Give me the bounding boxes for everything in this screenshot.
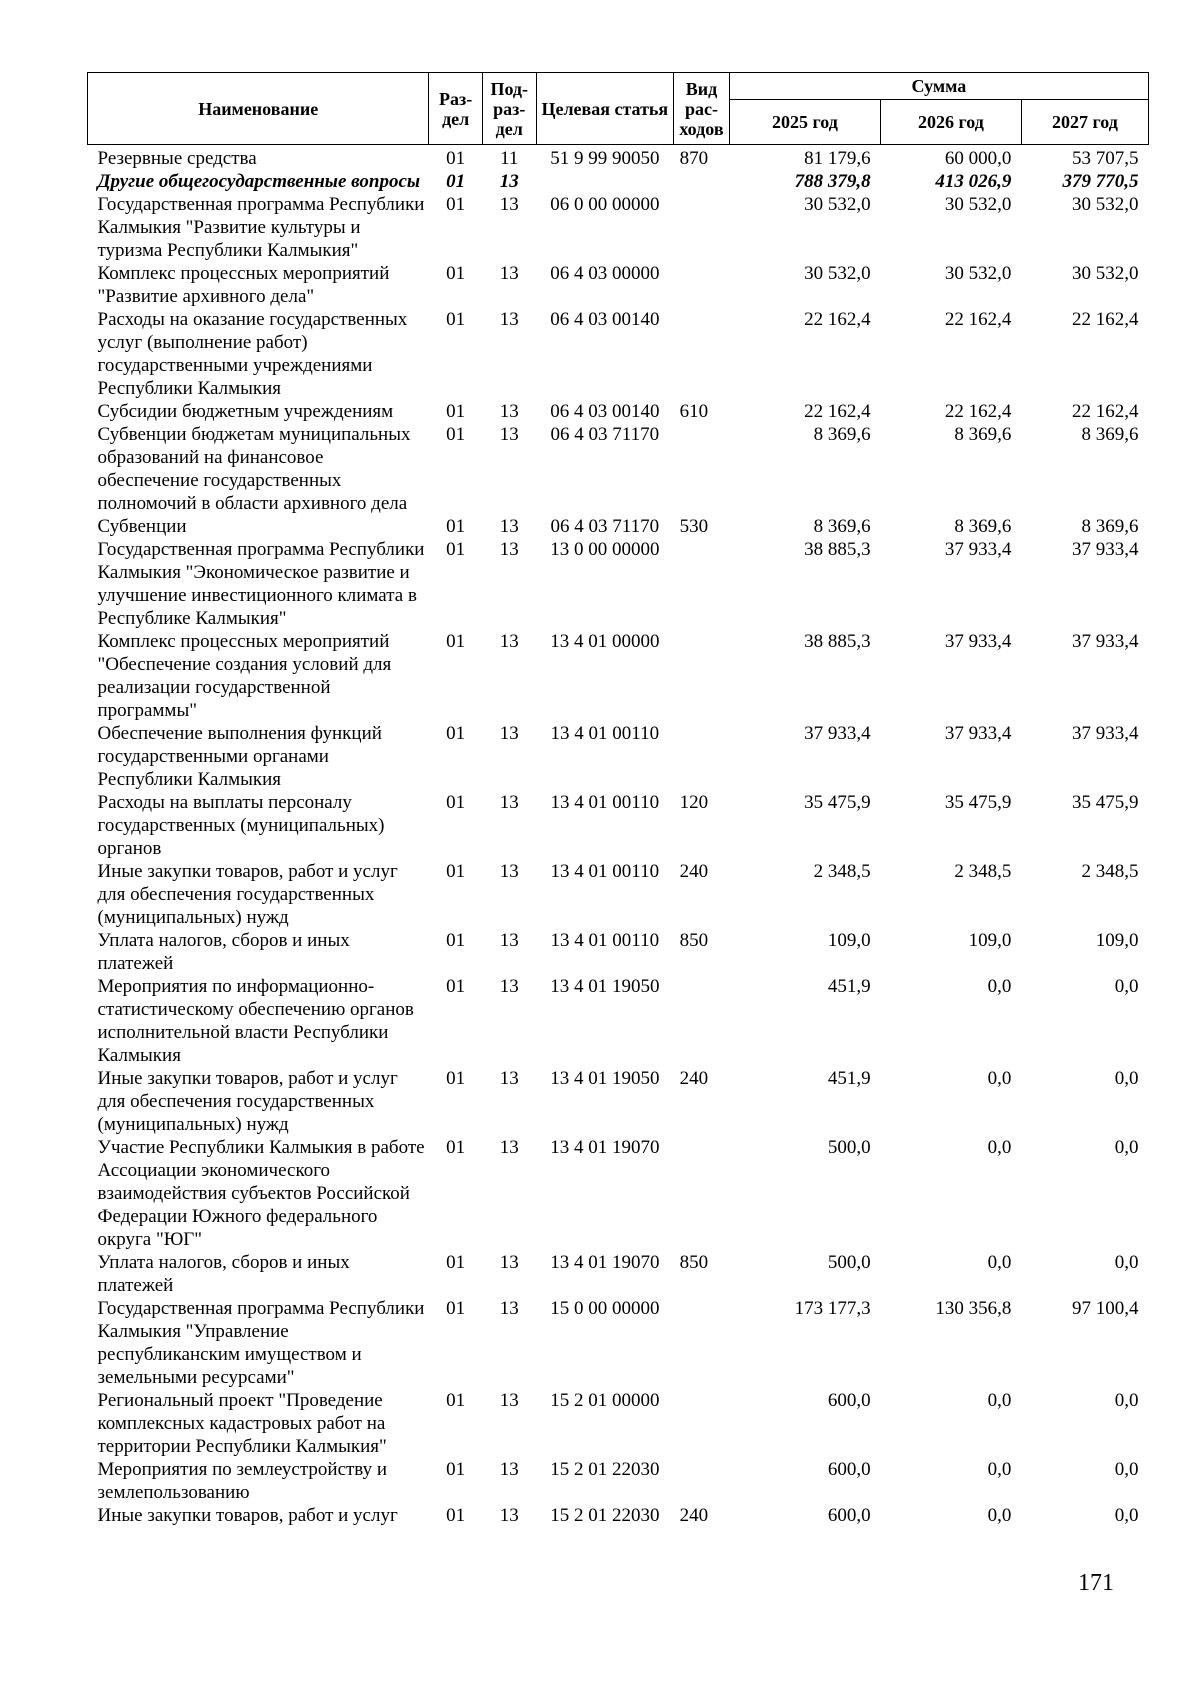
row-sum-2027: 0,0 xyxy=(1114,1137,1139,1158)
row-name: Обеспечение выполнения функций государственными органами Республики Калмыкия xyxy=(97,723,382,790)
row-razdel: 01 xyxy=(446,930,466,951)
row-sum-2027: 30 532,0 xyxy=(1072,194,1139,215)
row-podrazdel: 13 xyxy=(499,1459,519,1480)
row-sum-2027: 8 369,6 xyxy=(1081,424,1139,445)
row-expense-type: 120 xyxy=(679,792,709,813)
row-sum-2027: 53 707,5 xyxy=(1072,148,1139,169)
row-podrazdel: 13 xyxy=(499,1252,519,1273)
row-name: Другие общегосударственные вопросы xyxy=(97,171,421,192)
row-sum-2025: 500,0 xyxy=(827,1252,871,1273)
row-target-article: 13 4 01 19050 xyxy=(550,1068,660,1089)
row-sum-2025: 451,9 xyxy=(827,976,871,997)
header-year-2027: 2027 год xyxy=(1021,100,1148,145)
row-sum-2027: 0,0 xyxy=(1114,1459,1139,1480)
row-name: Комплекс процессных мероприятий "Развитие архивного дела" xyxy=(97,263,390,307)
row-name: Государственная программа Республики Калмыкия "Экономическое развитие и улучшение инвестиционного климата в Республике Калмыкия" xyxy=(97,539,425,629)
table-body xyxy=(88,145,1149,1528)
row-sum-2026: 8 369,6 xyxy=(954,424,1012,445)
row-sum-2025: 600,0 xyxy=(827,1505,871,1526)
row-expense-type xyxy=(674,1389,730,1458)
row-sum-2026: 413 026,9 xyxy=(935,171,1012,192)
row-target-article: 13 4 01 19070 xyxy=(550,1137,660,1158)
row-name: Государственная программа Республики Калмыкия "Управление республиканским имуществом и земельными ресурсами" xyxy=(97,1298,425,1388)
row-razdel: 01 xyxy=(446,516,466,537)
row-expense-type xyxy=(674,423,730,515)
row-target-article: 06 0 00 00000 xyxy=(550,194,660,215)
row-expense-type: 530 xyxy=(679,516,709,537)
row-razdel: 01 xyxy=(446,1252,466,1273)
row-razdel: 01 xyxy=(446,401,466,422)
row-target-article: 06 4 03 71170 xyxy=(550,516,660,537)
row-name: Региональный проект "Проведение комплексных кадастровых работ на территории Республики Калмыкия" xyxy=(97,1390,387,1457)
table-header xyxy=(88,73,1149,145)
row-sum-2025: 788 379,8 xyxy=(794,171,871,192)
row-razdel: 01 xyxy=(446,148,466,169)
row-sum-2025: 38 885,3 xyxy=(804,631,871,652)
table-row xyxy=(88,145,1149,171)
row-expense-type xyxy=(674,1297,730,1389)
row-name: Субвенции xyxy=(97,516,187,537)
header-razdel: Раз- дел xyxy=(429,73,483,145)
row-podrazdel: 13 xyxy=(499,171,519,192)
row-expense-type xyxy=(674,193,730,262)
row-sum-2027: 37 933,4 xyxy=(1072,723,1139,744)
row-name: Иные закупки товаров, работ и услуг для обеспечения государственных (муниципальных) нужд xyxy=(97,1068,398,1135)
header-target: Целевая статья xyxy=(536,73,674,145)
row-sum-2026: 0,0 xyxy=(987,976,1012,997)
row-target-article: 13 4 01 00110 xyxy=(550,930,660,951)
row-sum-2026: 0,0 xyxy=(987,1252,1012,1273)
row-expense-type: 240 xyxy=(679,1505,709,1526)
row-sum-2025: 38 885,3 xyxy=(804,539,871,560)
table-row xyxy=(88,308,1149,400)
row-sum-2026: 22 162,4 xyxy=(944,309,1012,330)
row-podrazdel: 13 xyxy=(499,1390,519,1411)
row-razdel: 01 xyxy=(446,1459,466,1480)
table-row xyxy=(88,1458,1149,1504)
table-row xyxy=(88,515,1149,538)
row-razdel: 01 xyxy=(446,1298,466,1319)
row-razdel: 01 xyxy=(446,976,466,997)
row-podrazdel: 13 xyxy=(499,976,519,997)
row-target-article: 15 2 01 00000 xyxy=(550,1390,660,1411)
table-row xyxy=(88,1251,1149,1297)
row-sum-2025: 600,0 xyxy=(827,1390,871,1411)
row-expense-type xyxy=(674,722,730,791)
row-target-article: 13 4 01 00000 xyxy=(550,631,660,652)
row-sum-2027: 0,0 xyxy=(1114,1505,1139,1526)
row-sum-2026: 0,0 xyxy=(987,1459,1012,1480)
row-sum-2026: 0,0 xyxy=(987,1068,1012,1089)
table-row xyxy=(88,423,1149,515)
row-razdel: 01 xyxy=(446,424,466,445)
table-row xyxy=(88,630,1149,722)
row-expense-type xyxy=(674,538,730,630)
row-podrazdel: 13 xyxy=(499,194,519,215)
row-name: Субвенции бюджетам муниципальных образований на финансовое обеспечение государственных полномочий в области архивного дела xyxy=(97,424,411,514)
row-sum-2026: 109,0 xyxy=(968,930,1012,951)
row-razdel: 01 xyxy=(446,723,466,744)
row-sum-2026: 0,0 xyxy=(987,1505,1012,1526)
row-target-article: 13 4 01 19050 xyxy=(550,976,660,997)
row-podrazdel: 13 xyxy=(499,1505,519,1526)
table-row xyxy=(88,193,1149,262)
row-expense-type: 240 xyxy=(679,1068,709,1089)
row-expense-type xyxy=(674,975,730,1067)
row-expense-type: 850 xyxy=(679,930,709,951)
budget-table xyxy=(87,72,1149,1527)
table-row xyxy=(88,1067,1149,1136)
row-razdel: 01 xyxy=(446,539,466,560)
row-razdel: 01 xyxy=(446,792,466,813)
header-year-2026: 2026 год xyxy=(881,100,1022,145)
row-target-article: 15 0 00 00000 xyxy=(550,1298,660,1319)
row-sum-2026: 37 933,4 xyxy=(944,539,1012,560)
row-sum-2027: 2 348,5 xyxy=(1081,861,1139,882)
row-sum-2025: 30 532,0 xyxy=(804,263,871,284)
row-razdel: 01 xyxy=(446,1137,466,1158)
table-row xyxy=(88,262,1149,308)
row-podrazdel: 13 xyxy=(499,631,519,652)
row-name: Уплата налогов, сборов и иных платежей xyxy=(97,930,350,974)
row-razdel: 01 xyxy=(446,1505,466,1526)
header-podrazdel: Под- раз- дел xyxy=(482,73,536,145)
table-row xyxy=(88,791,1149,860)
row-name: Комплекс процессных мероприятий "Обеспечение создания условий для реализации государственной программы" xyxy=(97,631,392,721)
header-year-2025: 2025 год xyxy=(729,100,880,145)
row-sum-2027: 0,0 xyxy=(1114,976,1139,997)
row-name: Субсидии бюджетным учреждениям xyxy=(97,401,394,422)
row-sum-2027: 30 532,0 xyxy=(1072,263,1139,284)
row-sum-2025: 35 475,9 xyxy=(804,792,871,813)
row-sum-2025: 22 162,4 xyxy=(804,309,871,330)
row-name: Иные закупки товаров, работ и услуг xyxy=(97,1505,398,1526)
row-sum-2026: 0,0 xyxy=(987,1390,1012,1411)
row-sum-2025: 500,0 xyxy=(827,1137,871,1158)
row-razdel: 01 xyxy=(446,631,466,652)
row-expense-type xyxy=(674,630,730,722)
row-sum-2026: 37 933,4 xyxy=(944,631,1012,652)
table-row xyxy=(88,975,1149,1067)
row-sum-2026: 22 162,4 xyxy=(944,401,1012,422)
row-target-article: 15 2 01 22030 xyxy=(550,1459,660,1480)
row-expense-type xyxy=(674,1136,730,1251)
table-row xyxy=(88,1136,1149,1251)
row-name: Резервные средства xyxy=(97,148,257,169)
row-sum-2026: 2 348,5 xyxy=(954,861,1012,882)
row-podrazdel: 13 xyxy=(499,792,519,813)
row-name: Мероприятия по землеустройству и землепользованию xyxy=(97,1459,388,1503)
row-podrazdel: 13 xyxy=(499,861,519,882)
row-podrazdel: 13 xyxy=(499,1068,519,1089)
row-podrazdel: 13 xyxy=(499,1137,519,1158)
row-podrazdel: 13 xyxy=(499,1298,519,1319)
row-sum-2027: 0,0 xyxy=(1114,1068,1139,1089)
row-expense-type xyxy=(674,170,730,193)
row-sum-2025: 451,9 xyxy=(827,1068,871,1089)
row-target-article: 06 4 03 00140 xyxy=(550,401,660,422)
table-row xyxy=(88,170,1149,193)
row-name: Иные закупки товаров, работ и услуг для обеспечения государственных (муниципальных) нужд xyxy=(97,861,398,928)
row-razdel: 01 xyxy=(446,171,466,192)
row-name: Участие Республики Калмыкия в работе Ассоциации экономического взаимодействия субъектов Российской Федерации Южного федерального округа "ЮГ" xyxy=(97,1137,425,1250)
row-sum-2027: 97 100,4 xyxy=(1072,1298,1139,1319)
row-sum-2027: 109,0 xyxy=(1095,930,1139,951)
row-sum-2026: 35 475,9 xyxy=(944,792,1012,813)
row-target-article: 06 4 03 00140 xyxy=(550,309,660,330)
row-sum-2025: 109,0 xyxy=(827,930,871,951)
row-target-article: 06 4 03 00000 xyxy=(550,263,660,284)
row-sum-2025: 600,0 xyxy=(827,1459,871,1480)
table-row xyxy=(88,722,1149,791)
row-name: Государственная программа Республики Калмыкия "Развитие культуры и туризма Республики Калмыкия" xyxy=(97,194,425,261)
row-sum-2026: 60 000,0 xyxy=(944,148,1012,169)
row-razdel: 01 xyxy=(446,309,466,330)
row-sum-2025: 30 532,0 xyxy=(804,194,871,215)
row-name: Уплата налогов, сборов и иных платежей xyxy=(97,1252,350,1296)
row-expense-type: 240 xyxy=(679,861,709,882)
row-podrazdel: 13 xyxy=(499,723,519,744)
row-target-article xyxy=(536,170,674,193)
row-sum-2026: 130 356,8 xyxy=(935,1298,1012,1319)
row-expense-type: 870 xyxy=(679,148,709,169)
row-sum-2025: 22 162,4 xyxy=(804,401,871,422)
row-sum-2025: 2 348,5 xyxy=(813,861,871,882)
row-sum-2027: 37 933,4 xyxy=(1072,539,1139,560)
row-podrazdel: 13 xyxy=(499,401,519,422)
header-vid: Вид рас- ходов xyxy=(674,73,730,145)
row-expense-type xyxy=(674,1458,730,1504)
row-name: Расходы на оказание государственных услуг (выполнение работ) государственными учреждениями Республики Калмыкия xyxy=(97,309,408,399)
row-name: Мероприятия по информационно-статистическому обеспечению органов исполнительной власти Республики Калмыкия xyxy=(97,976,414,1066)
row-podrazdel: 13 xyxy=(499,539,519,560)
row-target-article: 13 4 01 00110 xyxy=(550,861,660,882)
row-target-article: 13 4 01 00110 xyxy=(550,792,660,813)
row-sum-2027: 379 770,5 xyxy=(1062,171,1139,192)
row-sum-2025: 8 369,6 xyxy=(813,516,871,537)
table-row xyxy=(88,929,1149,975)
table-row xyxy=(88,400,1149,423)
page-number: 171 xyxy=(1078,1570,1114,1596)
row-sum-2025: 8 369,6 xyxy=(813,424,871,445)
row-sum-2027: 22 162,4 xyxy=(1072,401,1139,422)
row-sum-2025: 81 179,6 xyxy=(804,148,871,169)
row-target-article: 15 2 01 22030 xyxy=(550,1505,660,1526)
row-target-article: 13 4 01 19070 xyxy=(550,1252,660,1273)
table-row xyxy=(88,1504,1149,1527)
row-sum-2027: 8 369,6 xyxy=(1081,516,1139,537)
row-target-article: 06 4 03 71170 xyxy=(550,424,660,445)
row-target-article: 51 9 99 90050 xyxy=(550,148,660,169)
row-sum-2027: 0,0 xyxy=(1114,1252,1139,1273)
row-podrazdel: 13 xyxy=(499,516,519,537)
row-sum-2026: 0,0 xyxy=(987,1137,1012,1158)
row-sum-2025: 37 933,4 xyxy=(804,723,871,744)
row-podrazdel: 13 xyxy=(499,309,519,330)
row-razdel: 01 xyxy=(446,194,466,215)
table-row xyxy=(88,538,1149,630)
row-sum-2027: 37 933,4 xyxy=(1072,631,1139,652)
row-name: Расходы на выплаты персоналу государственных (муниципальных) органов xyxy=(97,792,385,859)
row-expense-type: 850 xyxy=(679,1252,709,1273)
row-razdel: 01 xyxy=(446,263,466,284)
row-razdel: 01 xyxy=(446,861,466,882)
row-sum-2027: 0,0 xyxy=(1114,1390,1139,1411)
row-podrazdel: 11 xyxy=(500,148,519,169)
row-sum-2026: 30 532,0 xyxy=(944,263,1012,284)
row-sum-2027: 22 162,4 xyxy=(1072,309,1139,330)
row-sum-2026: 8 369,6 xyxy=(954,516,1012,537)
row-podrazdel: 13 xyxy=(499,263,519,284)
row-razdel: 01 xyxy=(446,1390,466,1411)
row-target-article: 13 0 00 00000 xyxy=(550,539,660,560)
header-sum: Сумма xyxy=(729,73,1148,100)
row-target-article: 13 4 01 00110 xyxy=(550,723,660,744)
row-razdel: 01 xyxy=(446,1068,466,1089)
row-podrazdel: 13 xyxy=(499,424,519,445)
row-sum-2025: 173 177,3 xyxy=(794,1298,871,1319)
table-row xyxy=(88,1389,1149,1458)
row-expense-type xyxy=(674,308,730,400)
row-sum-2026: 30 532,0 xyxy=(944,194,1012,215)
row-sum-2027: 35 475,9 xyxy=(1072,792,1139,813)
row-expense-type xyxy=(674,262,730,308)
table-row xyxy=(88,1297,1149,1389)
table-row xyxy=(88,860,1149,929)
row-podrazdel: 13 xyxy=(499,930,519,951)
header-name: Наименование xyxy=(88,73,429,145)
row-sum-2026: 37 933,4 xyxy=(944,723,1012,744)
row-expense-type: 610 xyxy=(679,401,709,422)
